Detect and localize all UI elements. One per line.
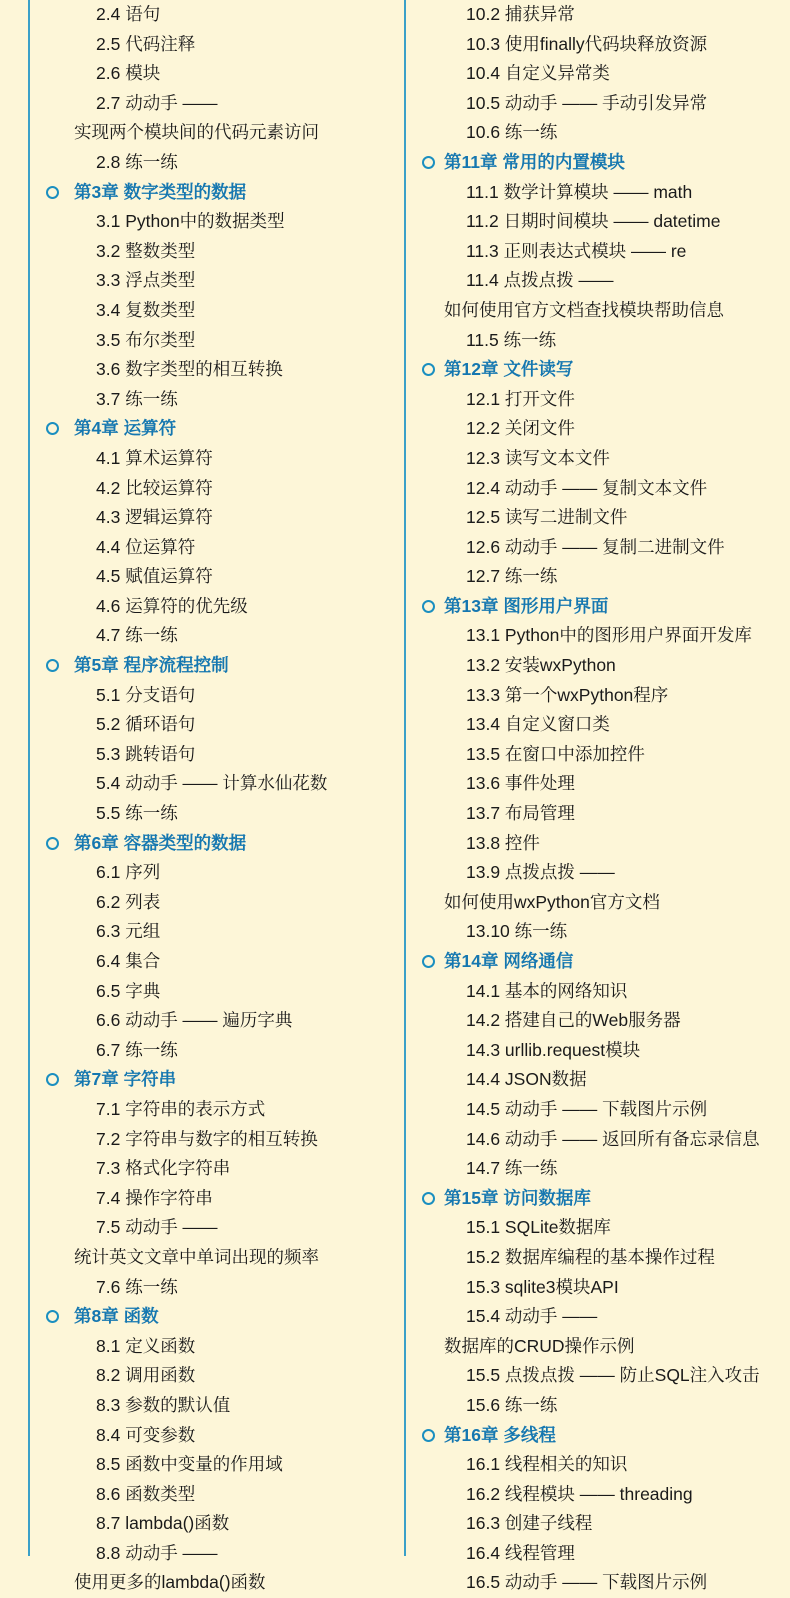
toc-entry-continuation[interactable] — [24, 1568, 396, 1598]
toc-section-entry[interactable] — [24, 1421, 396, 1451]
toc-entry-label: 15.6 练一练 — [466, 1394, 558, 1415]
toc-column-right — [396, 0, 790, 1593]
toc-entry-label: 8.1 定义函数 — [96, 1335, 196, 1356]
toc-entry-label: 11.3 正则表达式模块 —— re — [466, 240, 687, 261]
toc-entry-label: 15.3 sqlite3模块API — [466, 1276, 619, 1297]
toc-chapter-entry[interactable] — [24, 829, 396, 859]
toc-entry-label: 5.2 循环语句 — [96, 714, 196, 735]
toc-section-entry[interactable] — [24, 1184, 396, 1214]
toc-section-entry[interactable] — [420, 1006, 790, 1036]
toc-entry-label: 4.5 赋值运算符 — [96, 566, 213, 587]
toc-entry-label: 4.4 位运算符 — [96, 536, 196, 557]
toc-section-entry[interactable] — [24, 799, 396, 829]
toc-section-entry[interactable] — [420, 681, 790, 711]
toc-entry-label: 5.1 分支语句 — [96, 684, 196, 705]
toc-entry-label: 14.4 JSON数据 — [466, 1069, 587, 1090]
toc-entry-continuation[interactable] — [420, 296, 790, 326]
toc-entry-continuation[interactable] — [24, 1243, 396, 1273]
toc-section-entry[interactable] — [420, 829, 790, 859]
toc-section-entry[interactable] — [420, 562, 790, 592]
toc-entry-label: 13.9 点拨点拨 —— — [466, 862, 615, 883]
toc-entry-label: 16.2 线程模块 —— threading — [466, 1483, 693, 1504]
toc-entry-label: 15.1 SQLite数据库 — [466, 1217, 611, 1238]
chapter-bullet-icon — [46, 422, 59, 435]
toc-section-entry[interactable] — [24, 1213, 396, 1243]
toc-entry-label: 2.7 动动手 —— — [96, 92, 218, 113]
toc-entry-label: 7.5 动动手 —— — [96, 1217, 218, 1238]
toc-section-entry[interactable] — [24, 296, 396, 326]
chapter-bullet-icon — [422, 156, 435, 169]
toc-chapter-entry[interactable] — [420, 947, 790, 977]
toc-entry-label: 5.3 跳转语句 — [96, 743, 196, 764]
toc-section-entry[interactable] — [24, 1154, 396, 1184]
toc-entry-label: 6.7 练一练 — [96, 1039, 178, 1060]
toc-entry-label: 6.4 集合 — [96, 951, 161, 971]
toc-section-entry[interactable] — [420, 1273, 790, 1303]
toc-entry-label: 6.2 列表 — [96, 891, 161, 912]
toc-entry-label: 13.8 控件 — [466, 832, 540, 853]
toc-section-entry[interactable] — [420, 1065, 790, 1095]
toc-section-entry[interactable] — [420, 1361, 790, 1391]
toc-entry-label: 第5章 程序流程控制 — [74, 655, 229, 676]
toc-section-entry[interactable] — [24, 385, 396, 415]
toc-section-entry[interactable] — [24, 681, 396, 711]
toc-section-entry[interactable] — [24, 30, 396, 60]
toc-section-entry[interactable] — [420, 1450, 790, 1480]
toc-entry-label: 13.7 布局管理 — [466, 803, 575, 824]
chapter-bullet-icon — [422, 363, 435, 376]
toc-section-entry[interactable] — [420, 266, 790, 296]
toc-section-entry[interactable] — [420, 1391, 790, 1421]
toc-section-entry[interactable] — [420, 385, 790, 415]
toc-entry-label: 12.6 动动手 —— 复制二进制文件 — [466, 536, 725, 557]
toc-entry-label: 8.4 可变参数 — [96, 1424, 196, 1445]
toc-chapter-entry[interactable] — [420, 148, 790, 178]
toc-entry-label: 3.2 整数类型 — [96, 240, 196, 261]
toc-entry-label: 11.4 点拨点拨 —— — [466, 270, 614, 291]
toc-section-entry[interactable] — [420, 237, 790, 267]
toc-entry-label: 4.3 逻辑运算符 — [96, 507, 213, 528]
toc-entry-continuation[interactable] — [420, 888, 790, 918]
toc-entry-label: 12.3 读写文本文件 — [466, 447, 610, 468]
toc-entry-label: 7.1 字符串的表示方式 — [96, 1098, 266, 1119]
toc-entry-label: 7.6 练一练 — [96, 1276, 178, 1297]
toc-chapter-entry[interactable] — [24, 414, 396, 444]
toc-entry-label: 6.1 序列 — [96, 862, 161, 883]
toc-section-entry[interactable] — [24, 207, 396, 237]
toc-entry-label: 10.2 捕获异常 — [466, 4, 575, 24]
toc-entry-label: 12.1 打开文件 — [466, 388, 575, 409]
toc-section-entry[interactable] — [24, 947, 396, 977]
toc-section-entry[interactable] — [420, 651, 790, 681]
toc-section-entry[interactable] — [24, 1509, 396, 1539]
toc-section-entry[interactable] — [24, 917, 396, 947]
toc-entry-label: 16.3 创建子线程 — [466, 1513, 593, 1534]
toc-entry-label: 13.4 自定义窗口类 — [466, 714, 610, 735]
toc-section-entry[interactable] — [420, 1243, 790, 1273]
toc-section-entry[interactable] — [24, 1125, 396, 1155]
toc-section-entry[interactable] — [420, 740, 790, 770]
toc-column-left — [0, 0, 396, 1593]
toc-entry-label: 10.6 练一练 — [466, 122, 558, 143]
toc-entry-label: 使用更多的lambda()函数 — [74, 1572, 266, 1593]
toc-entry-label: 2.5 代码注释 — [96, 33, 196, 54]
toc-chapter-entry[interactable] — [24, 1065, 396, 1095]
toc-section-entry[interactable] — [24, 533, 396, 563]
toc-section-entry[interactable] — [24, 474, 396, 504]
toc-entry-label: 15.5 点拨点拨 —— 防止SQL注入攻击 — [466, 1365, 760, 1386]
toc-section-entry[interactable] — [420, 710, 790, 740]
toc-chapter-entry[interactable] — [420, 355, 790, 385]
chapter-bullet-icon — [46, 659, 59, 672]
toc-section-entry[interactable] — [24, 1480, 396, 1510]
toc-entry-label: 3.3 浮点类型 — [96, 270, 196, 291]
toc-section-entry[interactable] — [24, 858, 396, 888]
toc-entry-label: 8.6 函数类型 — [96, 1483, 196, 1504]
chapter-bullet-icon — [46, 1310, 59, 1323]
toc-chapter-entry[interactable] — [420, 1421, 790, 1451]
toc-chapter-entry[interactable] — [420, 592, 790, 622]
toc-section-entry[interactable] — [420, 1154, 790, 1184]
toc-section-entry[interactable] — [420, 89, 790, 119]
toc-section-entry[interactable] — [420, 1568, 790, 1598]
toc-entry-label: 第12章 文件读写 — [444, 359, 574, 380]
toc-entry-label: 14.5 动动手 —— 下载图片示例 — [466, 1098, 708, 1119]
toc-section-entry[interactable] — [24, 89, 396, 119]
toc-entry-label: 2.6 模块 — [96, 63, 161, 84]
toc-entry-label: 数据库的CRUD操作示例 — [444, 1335, 635, 1356]
toc-entry-label: 14.7 练一练 — [466, 1158, 558, 1179]
toc-entry-label: 15.4 动动手 —— — [466, 1306, 598, 1327]
toc-section-entry[interactable] — [420, 1539, 790, 1569]
chapter-bullet-icon — [46, 186, 59, 199]
toc-entry-label: 第8章 函数 — [74, 1306, 159, 1327]
toc-entry-label: 8.2 调用函数 — [96, 1365, 196, 1386]
toc-section-entry[interactable] — [24, 1361, 396, 1391]
chapter-bullet-icon — [46, 837, 59, 850]
toc-entry-label: 11.2 日期时间模块 —— datetime — [466, 211, 721, 232]
toc-entry-label: 6.5 字典 — [96, 980, 161, 1001]
toc-section-entry[interactable] — [420, 0, 790, 30]
toc-entry-label: 如何使用官方文档查找模块帮助信息 — [444, 299, 724, 320]
toc-entry-label: 6.3 元组 — [96, 921, 161, 942]
toc-entry-label: 第4章 运算符 — [74, 418, 177, 439]
toc-section-entry[interactable] — [420, 1095, 790, 1125]
toc-entry-label: 11.1 数学计算模块 —— math — [466, 181, 693, 202]
toc-entry-label: 第16章 多线程 — [444, 1424, 556, 1445]
toc-section-entry[interactable] — [24, 266, 396, 296]
toc-entry-label: 16.1 线程相关的知识 — [466, 1454, 628, 1475]
toc-section-entry[interactable] — [420, 178, 790, 208]
chapter-bullet-icon — [422, 600, 435, 613]
toc-section-entry[interactable] — [24, 1391, 396, 1421]
toc-section-entry[interactable] — [24, 1006, 396, 1036]
toc-entry-label: 14.1 基本的网络知识 — [466, 980, 628, 1001]
toc-section-entry[interactable] — [24, 1332, 396, 1362]
toc-entry-label: 统计英文文章中单词出现的频率 — [74, 1246, 319, 1267]
toc-entry-label: 第14章 网络通信 — [444, 951, 574, 971]
toc-entry-label: 10.5 动动手 —— 手动引发异常 — [466, 92, 708, 113]
toc-section-entry[interactable] — [420, 1302, 790, 1332]
toc-section-entry[interactable] — [420, 207, 790, 237]
toc-section-entry[interactable] — [24, 621, 396, 651]
toc-section-entry[interactable] — [420, 326, 790, 356]
toc-entry-label: 8.7 lambda()函数 — [96, 1513, 230, 1534]
toc-section-entry[interactable] — [24, 888, 396, 918]
toc-entry-label: 4.7 练一练 — [96, 625, 178, 646]
toc-entry-label: 如何使用wxPython官方文档 — [444, 891, 660, 912]
toc-entry-label: 12.5 读写二进制文件 — [466, 507, 628, 528]
toc-section-entry[interactable] — [420, 474, 790, 504]
toc-entry-label: 3.6 数字类型的相互转换 — [96, 359, 283, 380]
toc-entry-label: 12.2 关闭文件 — [466, 418, 575, 439]
toc-section-entry[interactable] — [420, 59, 790, 89]
toc-entry-label: 4.6 运算符的优先级 — [96, 595, 248, 616]
toc-section-entry[interactable] — [420, 1125, 790, 1155]
toc-section-entry[interactable] — [24, 0, 396, 30]
toc-entry-label: 12.7 练一练 — [466, 566, 558, 587]
toc-section-entry[interactable] — [420, 30, 790, 60]
chapter-bullet-icon — [46, 1073, 59, 1086]
toc-section-entry[interactable] — [24, 1539, 396, 1569]
toc-section-entry[interactable] — [420, 1213, 790, 1243]
toc-entry-label: 10.3 使用finally代码块释放资源 — [466, 33, 708, 54]
toc-entry-label: 16.5 动动手 —— 下载图片示例 — [466, 1572, 708, 1593]
toc-section-entry[interactable] — [24, 148, 396, 178]
toc-entry-label: 7.3 格式化字符串 — [96, 1158, 231, 1179]
toc-entry-label: 13.10 练一练 — [466, 921, 568, 942]
toc-section-entry[interactable] — [24, 503, 396, 533]
toc-entry-label: 16.4 线程管理 — [466, 1542, 575, 1563]
toc-entry-label: 6.6 动动手 —— 遍历字典 — [96, 1010, 293, 1031]
toc-section-entry[interactable] — [420, 977, 790, 1007]
toc-entry-continuation[interactable] — [24, 118, 396, 148]
toc-entry-label: 10.4 自定义异常类 — [466, 63, 610, 84]
toc-chapter-entry[interactable] — [24, 651, 396, 681]
toc-chapter-entry[interactable] — [24, 1302, 396, 1332]
chapter-bullet-icon — [422, 1192, 435, 1205]
toc-entry-label: 13.1 Python中的图形用户界面开发库 — [466, 625, 752, 646]
toc-entry-label: 13.3 第一个wxPython程序 — [466, 684, 669, 705]
toc-section-entry[interactable] — [24, 710, 396, 740]
toc-entry-label: 13.2 安装wxPython — [466, 655, 616, 676]
toc-section-entry[interactable] — [24, 59, 396, 89]
toc-entry-label: 第3章 数字类型的数据 — [74, 181, 247, 202]
toc-entry-label: 14.3 urllib.request模块 — [466, 1039, 641, 1060]
toc-section-entry[interactable] — [24, 977, 396, 1007]
toc-entry-label: 7.2 字符串与数字的相互转换 — [96, 1128, 318, 1149]
toc-entry-label: 5.4 动动手 —— 计算水仙花数 — [96, 773, 328, 794]
chapter-bullet-icon — [422, 1429, 435, 1442]
toc-section-entry[interactable] — [420, 621, 790, 651]
toc-entry-label: 15.2 数据库编程的基本操作过程 — [466, 1246, 715, 1267]
toc-entry-label: 4.2 比较运算符 — [96, 477, 213, 498]
toc-entry-label: 3.5 布尔类型 — [96, 329, 196, 350]
toc-entry-label: 5.5 练一练 — [96, 803, 178, 824]
toc-section-entry[interactable] — [420, 414, 790, 444]
toc-section-entry[interactable] — [24, 1273, 396, 1303]
toc-entry-label: 3.4 复数类型 — [96, 299, 196, 320]
toc-entry-label: 第7章 字符串 — [74, 1069, 177, 1090]
toc-entry-label: 第11章 常用的内置模块 — [444, 151, 625, 172]
toc-entry-label: 3.7 练一练 — [96, 388, 178, 409]
toc-entry-label: 实现两个模块间的代码元素访问 — [74, 122, 319, 143]
toc-entry-label: 2.4 语句 — [96, 4, 161, 24]
toc-section-entry[interactable] — [24, 592, 396, 622]
toc-section-entry[interactable] — [420, 1036, 790, 1066]
toc-section-entry[interactable] — [24, 1095, 396, 1125]
toc-entry-label: 第6章 容器类型的数据 — [74, 832, 247, 853]
toc-entry-label: 8.8 动动手 —— — [96, 1542, 218, 1563]
toc-entry-label: 11.5 练一练 — [466, 329, 557, 350]
toc-section-entry[interactable] — [420, 769, 790, 799]
toc-entry-label: 8.5 函数中变量的作用域 — [96, 1454, 283, 1475]
toc-section-entry[interactable] — [24, 1036, 396, 1066]
toc-section-entry[interactable] — [24, 1450, 396, 1480]
toc-entry-label: 8.3 参数的默认值 — [96, 1394, 231, 1415]
toc-section-entry[interactable] — [420, 917, 790, 947]
toc-entry-label: 2.8 练一练 — [96, 151, 178, 172]
toc-section-entry[interactable] — [420, 118, 790, 148]
toc-section-entry[interactable] — [420, 444, 790, 474]
toc-section-entry[interactable] — [24, 444, 396, 474]
toc-entry-label: 14.2 搭建自己的Web服务器 — [466, 1010, 681, 1031]
toc-section-entry[interactable] — [24, 562, 396, 592]
toc-section-entry[interactable] — [24, 326, 396, 356]
toc-chapter-entry[interactable] — [420, 1184, 790, 1214]
toc-section-entry[interactable] — [420, 1480, 790, 1510]
toc-entry-label: 13.6 事件处理 — [466, 773, 575, 794]
toc-entry-label: 4.1 算术运算符 — [96, 447, 213, 468]
toc-entry-label: 12.4 动动手 —— 复制文本文件 — [466, 477, 708, 498]
chapter-bullet-icon — [422, 955, 435, 968]
toc-section-entry[interactable] — [420, 799, 790, 829]
toc-section-entry[interactable] — [24, 769, 396, 799]
toc-entry-label: 13.5 在窗口中添加控件 — [466, 743, 645, 764]
toc-section-entry[interactable] — [420, 858, 790, 888]
toc-section-entry[interactable] — [24, 740, 396, 770]
toc-entry-label: 14.6 动动手 —— 返回所有备忘录信息 — [466, 1128, 760, 1149]
toc-entry-label: 7.4 操作字符串 — [96, 1187, 213, 1208]
toc-entry-label: 第15章 访问数据库 — [444, 1187, 591, 1208]
toc-section-entry[interactable] — [420, 533, 790, 563]
toc-chapter-entry[interactable] — [24, 178, 396, 208]
toc-section-entry[interactable] — [420, 503, 790, 533]
toc-section-entry[interactable] — [24, 237, 396, 267]
toc-entry-label: 第13章 图形用户界面 — [444, 595, 609, 616]
toc-section-entry[interactable] — [24, 355, 396, 385]
toc-section-entry[interactable] — [420, 1509, 790, 1539]
toc-entry-label: 3.1 Python中的数据类型 — [96, 211, 285, 232]
toc-entry-continuation[interactable] — [420, 1332, 790, 1362]
